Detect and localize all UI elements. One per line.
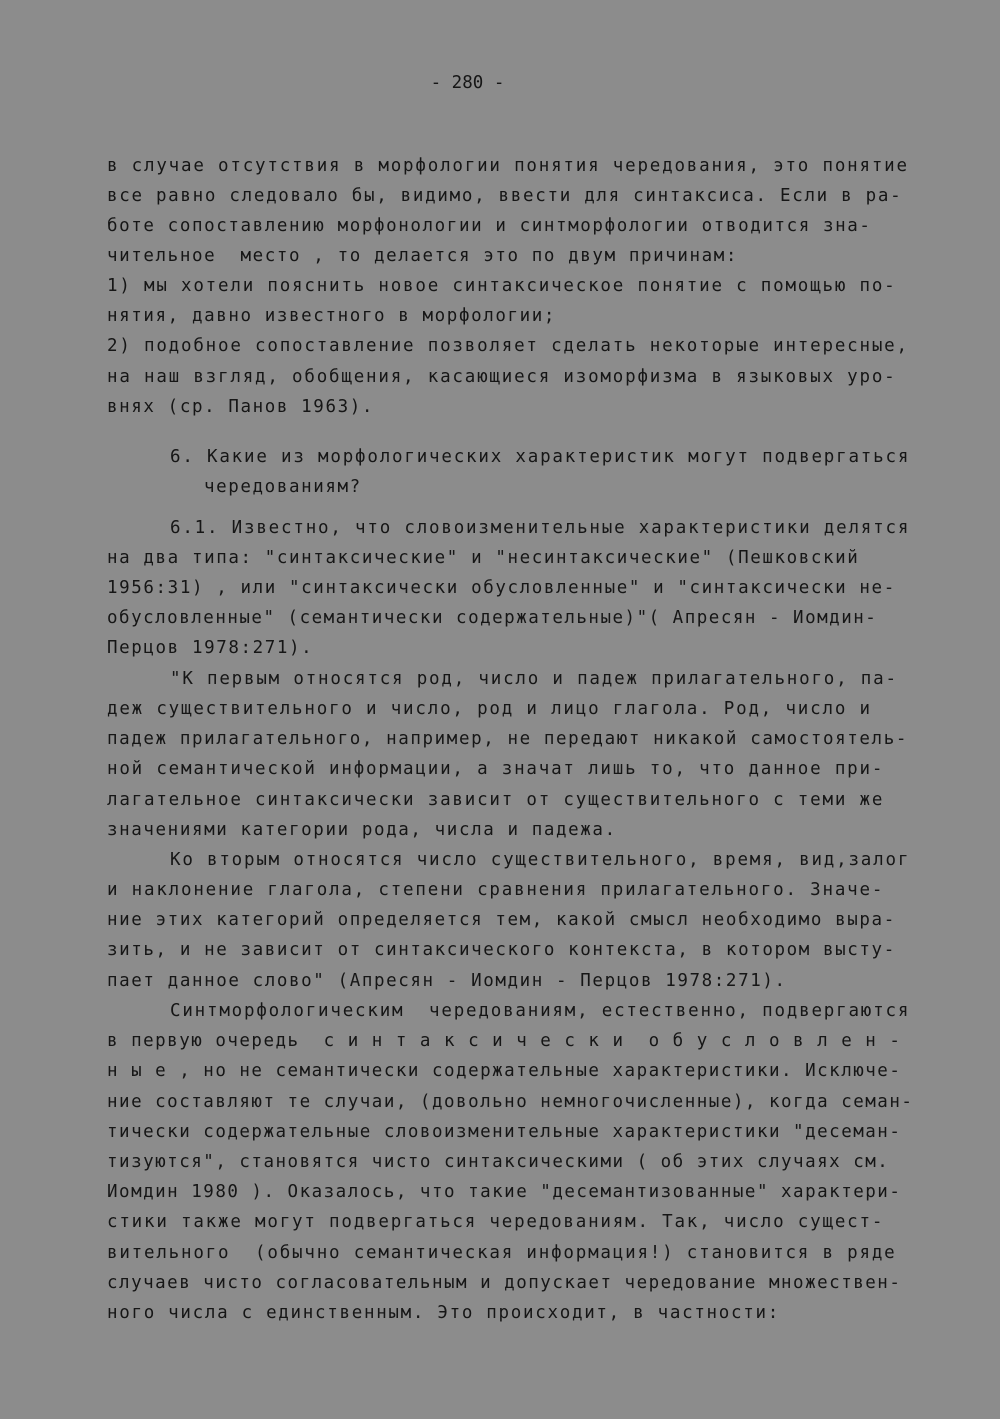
text-line: обусловленные" (семантически содержательные)"( Апресян - Иомдин- xyxy=(107,608,878,628)
text-line: ной семантической информации, а значат лишь то, что данное при- xyxy=(107,759,885,779)
text-line: тизуются", становятся чисто синтаксическими ( об этих случаях см. xyxy=(107,1152,890,1172)
text-line: 1956:31) , или "синтаксически обусловленные" и "синтаксически не- xyxy=(107,578,896,598)
text-line: 2) подобное сопоставление позволяет сделать некоторые интересные, xyxy=(107,336,909,356)
text-line: вительного (обычно семантическая информация!) становится в ряде xyxy=(107,1243,897,1263)
text-line: ние составляют те случаи, (довольно немногочисленные), когда семан- xyxy=(107,1092,914,1112)
text-line: значениями категории рода, числа и падежа. xyxy=(107,820,617,840)
text-line: нятия, давно известного в морфологии; xyxy=(107,306,557,326)
text-line: Ко вторым относятся число существительного, время, вид,залог xyxy=(170,850,911,870)
text-line: тически содержательные словоизменительные характеристики "десеман- xyxy=(107,1122,902,1142)
text-line: 1) мы хотели пояснить новое синтаксическое понятие с помощью по- xyxy=(107,276,897,296)
text-line: в первую очередь с и н т а к с и ч е с к и о б у с л о в л е н - xyxy=(107,1031,902,1051)
text-line: стики также могут подвергаться чередованиям. Так, число сущест- xyxy=(107,1212,885,1232)
text-line: падеж прилагательного, например, не передают никакой самостоятель- xyxy=(107,729,908,749)
text-line: на наш взгляд, обобщения, касающиеся изоморфизма в языковых уро- xyxy=(107,367,897,387)
section-heading: 6. Какие из морфологических характеристик могут подвергаться xyxy=(170,447,911,467)
text-line: Перцов 1978:271). xyxy=(107,638,314,658)
text-line: внях (ср. Панов 1963). xyxy=(107,397,374,417)
text-line: в случае отсутствия в морфологии понятия чередования, это понятие xyxy=(107,156,909,176)
section-heading: чередованиям? xyxy=(204,477,362,497)
text-line: все равно следовало бы, видимо, ввести для синтаксиса. Если в ра- xyxy=(107,186,903,206)
text-line: на два типа: "синтаксические" и "несинтаксические" (Пешковский xyxy=(107,548,860,568)
text-line: лагательное синтаксически зависит от существительного с теми же xyxy=(107,790,885,810)
text-line: 6.1. Известно, что словоизменительные характеристики делятся xyxy=(170,518,911,538)
text-line: зить, и не зависит от синтаксического контекста, в котором высту- xyxy=(107,940,896,960)
text-line: деж существительного и число, род и лицо глагола. Род, число и xyxy=(107,699,872,719)
text-line: ного числа с единственным. Это происходит, в частности: xyxy=(107,1303,780,1323)
text-line: Иомдин 1980 ). Оказалось, что такие "десемантизованные" характери- xyxy=(107,1182,902,1202)
text-line: ние этих категорий определяется тем, какой смысл необходимо выра- xyxy=(107,910,896,930)
text-line: боте сопоставлению морфонологии и синтморфологии отводится зна- xyxy=(107,216,872,236)
page-number: - 280 - xyxy=(430,73,505,93)
text-line: Синтморфологическим чередованиям, естественно, подвергаются xyxy=(170,1001,911,1021)
text-line: чительное место , то делается это по двум причинам: xyxy=(107,246,739,266)
text-line: случаев чисто согласовательным и допускает чередование множествен- xyxy=(107,1273,902,1293)
text-line: н ы е , но не семантически содержательные характеристики. Исключе- xyxy=(107,1061,902,1081)
text-line: и наклонение глагола, степени сравнения прилагательного. Значе- xyxy=(107,880,885,900)
text-line: "К первым относятся род, число и падеж прилагательного, па- xyxy=(170,669,898,689)
text-line: пает данное слово" (Апресян - Иомдин - Перцов 1978:271). xyxy=(107,971,787,991)
